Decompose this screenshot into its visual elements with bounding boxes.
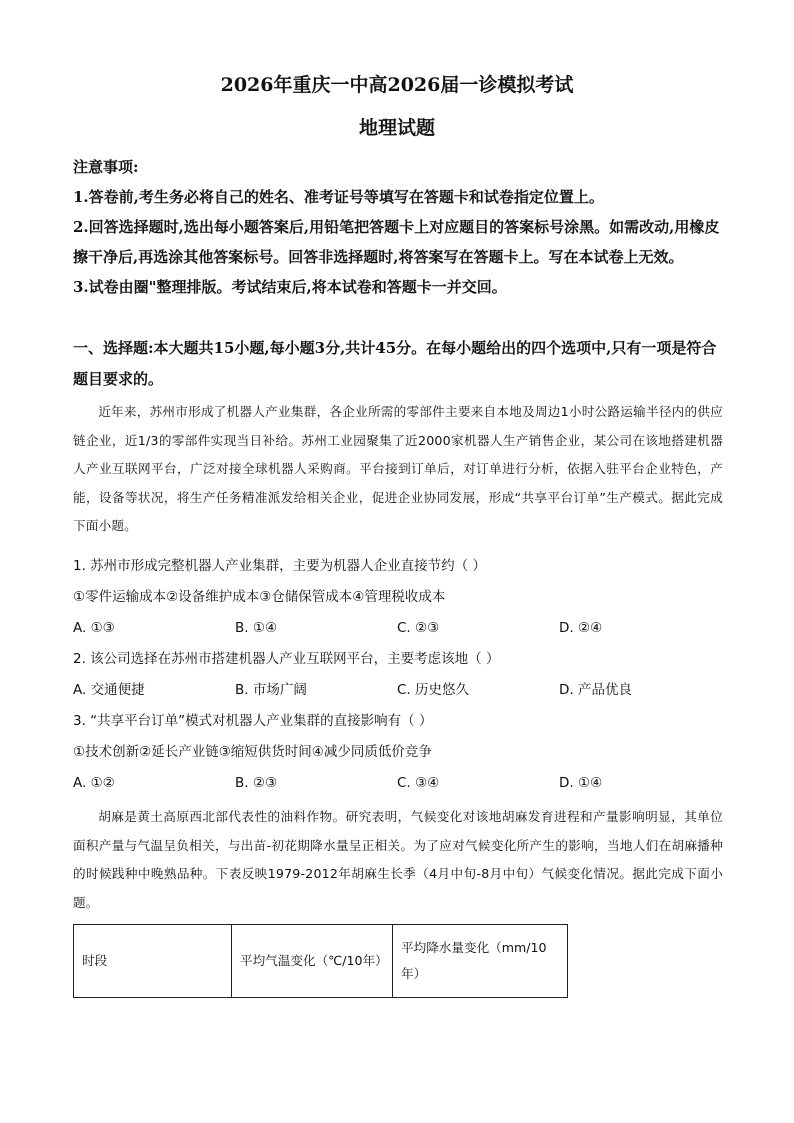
option-b[interactable]: B. 市场广阔 xyxy=(235,682,307,698)
option-a[interactable]: A. 交通便捷 xyxy=(73,682,145,698)
option-d[interactable]: D. ①④ xyxy=(559,775,603,791)
option-c[interactable]: C. 历史悠久 xyxy=(397,682,470,698)
option-a[interactable]: A. ①③ xyxy=(73,620,115,636)
exam-subject: 地理试题 xyxy=(358,117,435,139)
question-2-options xyxy=(73,675,723,706)
option-a[interactable]: A. ①② xyxy=(73,775,115,791)
question-group xyxy=(73,551,723,799)
table-header-row xyxy=(74,925,568,998)
question-3-options xyxy=(73,768,723,799)
notice-heading: 注意事项: xyxy=(73,158,139,176)
climate-table xyxy=(73,924,568,998)
notice-item: 1.答卷前,考生务必将自己的姓名、准考证号等填写在答题卡和试卷指定位置上。 xyxy=(73,188,604,206)
passage-text: 胡麻是黄土高原西北部代表性的油料作物。研究表明，气候变化对该地胡麻发育进程和产量影响明显，其单位面积产量与气温呈负相关，与出苗-初花期降水量呈正相关。为了应对气候变化所产生的影响，当地人们在胡麻播种的时候践种中晚熟品种。下表反映1979-2012年胡麻生长季（4月中旬-8月中旬）气候变化情况。据此完成下面小题。 xyxy=(73,809,723,910)
option-c[interactable]: C. ③④ xyxy=(397,775,440,791)
notice-item: 2.回答选择题时,选出每小题答案后,用铅笔把答题卡上对应题目的答案标号涂黑。如需改动,用橡皮擦干净后,再选涂其他答案标号。回答非选择题时,将答案写在答题卡上。写在本试卷上无效。 xyxy=(73,218,720,266)
header-period: 时段 xyxy=(74,925,232,998)
question-1-statements: ①零件运输成本②设备维护成本③仓储保管成本④管理税收成本 xyxy=(73,589,446,605)
passage-robot-industry xyxy=(73,398,723,541)
notice-section xyxy=(73,152,723,302)
section-instructions: 一、选择题:本大题共15小题,每小题3分,共计45分。在每小题给出的四个选项中,只有一项是符合题目要求的。 xyxy=(73,339,717,388)
exam-title: 2026年重庆一中高2026届一诊模拟考试 xyxy=(220,74,574,96)
passage-text: 近年来，苏州市形成了机器人产业集群，各企业所需的零部件主要来自本地及周边1小时公路运输半径内的供应链企业，近1/3的零部件实现当日补给。苏州工业园聚集了近2000家机器人生产销售企业，某公司在该地搭建机器人产业互联网平台，广泛对接全球机器人采购商。平台接到订单后，对订单进行分析，依据入驻平台企业特色，产能，设备等状况，将生产任务精准派发给相关企业，促进企业协同发展，形成“共享平台订单”生产模式。据此完成下面小题。 xyxy=(73,404,723,533)
option-d[interactable]: D. 产品优良 xyxy=(559,682,632,698)
option-c[interactable]: C. ②③ xyxy=(397,620,440,636)
passage-flax-climate xyxy=(73,803,723,917)
header-temp-change: 平均气温变化（℃/10年） xyxy=(232,925,393,998)
question-1-options xyxy=(73,613,723,644)
option-b[interactable]: B. ①④ xyxy=(235,620,278,636)
option-b[interactable]: B. ②③ xyxy=(235,775,278,791)
question-2-stem: 2. 该公司选择在苏州市搭建机器人产业互联网平台，主要考虑该地（ ） xyxy=(73,651,500,667)
header-precip-change: 平均降水量变化（mm/10年） xyxy=(393,925,568,998)
question-3-stem: 3. “共享平台订单”模式对机器人产业集群的直接影响有（ ） xyxy=(73,713,433,729)
notice-item: 3.试卷由圈"整理排版。考试结束后,将本试卷和答题卡一并交回。 xyxy=(73,278,507,296)
option-d[interactable]: D. ②④ xyxy=(559,620,603,636)
section-heading xyxy=(73,333,723,395)
question-1-stem: 1. 苏州市形成完整机器人产业集群，主要为机器人企业直接节约（ ） xyxy=(73,558,486,574)
question-3-statements: ①技术创新②延长产业链③缩短供货时间④减少同质低价竞争 xyxy=(73,744,432,760)
